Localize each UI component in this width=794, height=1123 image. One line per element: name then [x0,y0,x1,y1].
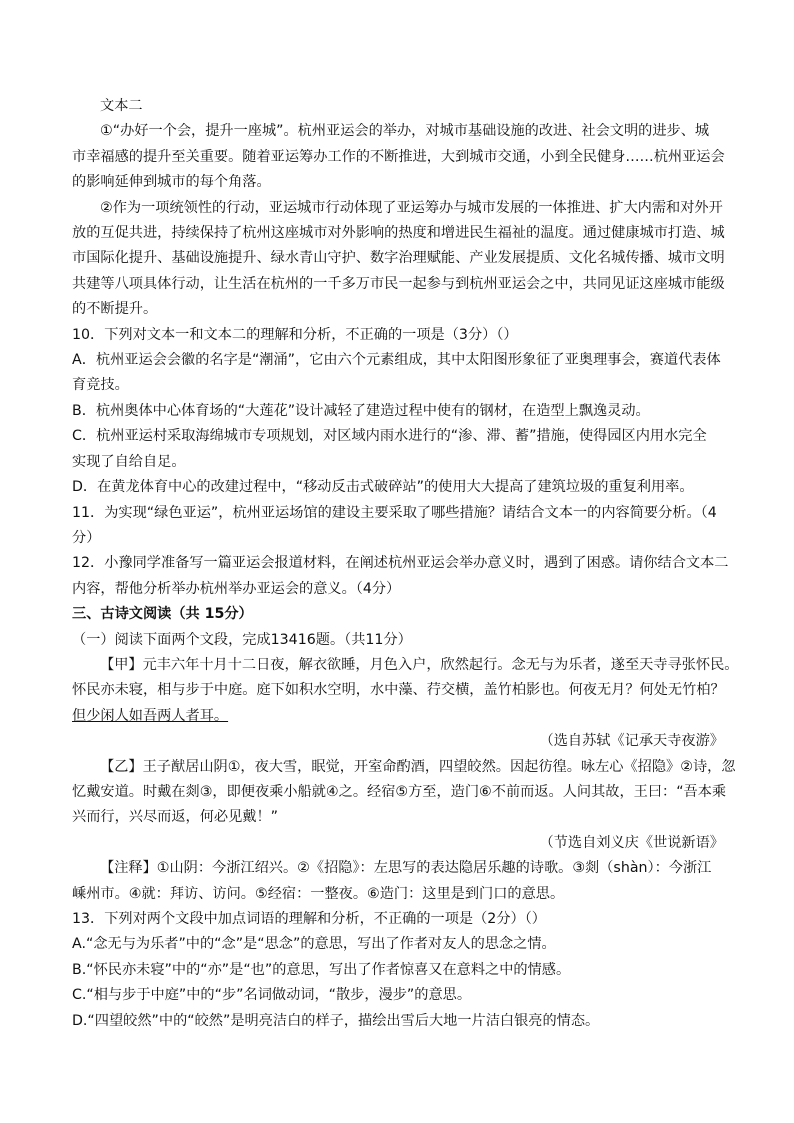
option-d: D.“四望皎然”中的“皎然”是明亮洁白的样子，描绘出雪后大地一片洁白银亮的情态。 [72,1012,600,1029]
passage-jia [72,653,739,755]
text-line: 【甲】元丰六年十月十二日夜，解衣欲睡，月色入户，欣然起行。念无与为乐者，遂至天寺寻张怀民。 [100,656,739,673]
text2-paragraph-1 [72,119,724,195]
option-a: A．杭州亚运会会徽的名字是“潮涌”，它由六个元素组成，其中太阳图形象征了亚奥理事会，赛道代表体 [72,352,721,369]
question-12 [72,551,729,602]
annotations [72,856,724,907]
question-stem-cont: 内容，帮他分析举办杭州举办亚运会的意义。（4分） [72,580,401,597]
option-a: A.“念无与为乐者”中的“念”是“思念”的意思，写出了作者对友人的思念之情。 [72,936,556,953]
option-b: B.“怀民亦未寝”中的“亦”是“也”的意思，写出了作者惊喜又在意料之中的情感。 [72,961,571,978]
option-b: B．杭州奥体中心体育场的“大莲花”设计减轻了建造过程中使有的钢材，在造型上飘逸灵动。 [72,402,650,419]
option-c-cont: 实现了自给自足。 [72,453,186,470]
passage-source: （选自苏轼《记承天寺夜游》 [539,733,724,750]
text-line: ②作为一项统领性的行动，亚运城市行动体现了亚运筹办与城市发展的一体推进、扩大内需和对外开 [100,199,723,216]
option-c: C.“相与步于中庭”中的“步”名词做动词，“散步，漫步”的意思。 [72,987,472,1004]
text2-paragraph-2 [72,196,724,323]
underlined-sentence: 但少闲人如吾两人者耳。 [72,707,229,724]
text-line: 市幸福感的提升至关重要。随着亚运筹办工作的不断推进，大到城市交通，小到全民健身……杭州亚运会 [72,148,725,165]
note-line: 【注释】①山阴：今浙江绍兴。②《招隐》：左思写的表达隐居乐趣的诗歌。③剡（shàn）：今浙江 [100,860,712,877]
question-stem-cont: 分） [72,529,101,546]
note-line: 嵊州市。④就：拜访、访问。⑤经宿：一整夜。⑥造门：这里是到门口的意思。 [72,885,565,902]
section-heading: 三、古诗文阅读（共 15分） [72,606,253,623]
text-line: 【乙】王子猷居山阴①，夜大雪，眠觉，开室命酌酒，四望皎然。因起彷徨。咏左心《招隐》②诗，忽 [100,758,736,775]
option-a-cont: 育竞技。 [72,377,129,394]
subsection-heading: （一）阅读下面两个文段，完成13416题。（共11分） [72,631,412,648]
question-11 [72,501,724,552]
passage-source: （节选自刘义庆《世说新语》 [539,834,724,851]
question-stem: 12．小豫同学准备写一篇亚运会报道材料，在阐述杭州亚运会举办意义时，遇到了困惑。请你结合文本二 [72,555,729,572]
question-stem: 10．下列对文本一和文本二的理解和分析，不正确的一项是（3分）（） [72,326,518,343]
option-d: D．在黄龙体育中心的改建过程中，“移动反击式破碎站”的使用大大提高了建筑垃圾的重复利用率。 [72,479,694,496]
text-line: 共建等八项具体行动，让生活在杭州的一千多万市民一起参与到杭州亚运会之中，共同见证这座城市能级 [72,275,725,292]
question-stem: 11．为实现“绿色亚运”，杭州亚运场馆的建设主要采取了哪些措施？请结合文本一的内容简要分析。（4 [72,504,717,521]
question-stem: 13．下列对两个文段中加点词语的理解和分析，不正确的一项是（2分）（） [72,911,546,927]
passage-yi [72,755,736,857]
text-line: 怀民亦未寝，相与步于中庭。庭下如积水空明，水中藻、荇交横，盖竹柏影也。何夜无月？何处无竹柏？ [72,682,725,699]
text-line: 的影响延伸到城市的每个角落。 [72,174,271,191]
text-line: 兴而行，兴尽而返，何必见戴！” [72,809,278,826]
text-line: 市国际化提升、基础设施提升、绿水青山守护、数字治理赋能、产业发展提质、文化名城传播、城市文明 [72,250,725,267]
option-c: C．杭州亚运村采取海绵城市专项规划，对区域内雨水进行的“渗、滞、蓄”措施，使得园区内用水完全 [72,428,707,445]
text2-title: 文本二 [100,98,143,114]
text-line: 放的互促共进，持续保持了杭州这座城市对外影响的热度和增进民生福祉的温度。通过健康城市打造、城 [72,225,725,242]
text-line: 的不断提升。 [72,301,158,318]
question-10 [72,323,724,501]
question-13 [72,907,724,1034]
text-line: ①“办好一个会，提升一座城”。杭州亚运会的举办，对城市基础设施的改进、社会文明的进步、城 [100,123,710,140]
exam-page [72,94,739,1034]
text-line: 忆戴安道。时戴在剡③，即便夜乘小船就④之。经宿⑤方至，造门⑥不前而返。人问其故，王曰：“吾本乘 [72,783,727,800]
